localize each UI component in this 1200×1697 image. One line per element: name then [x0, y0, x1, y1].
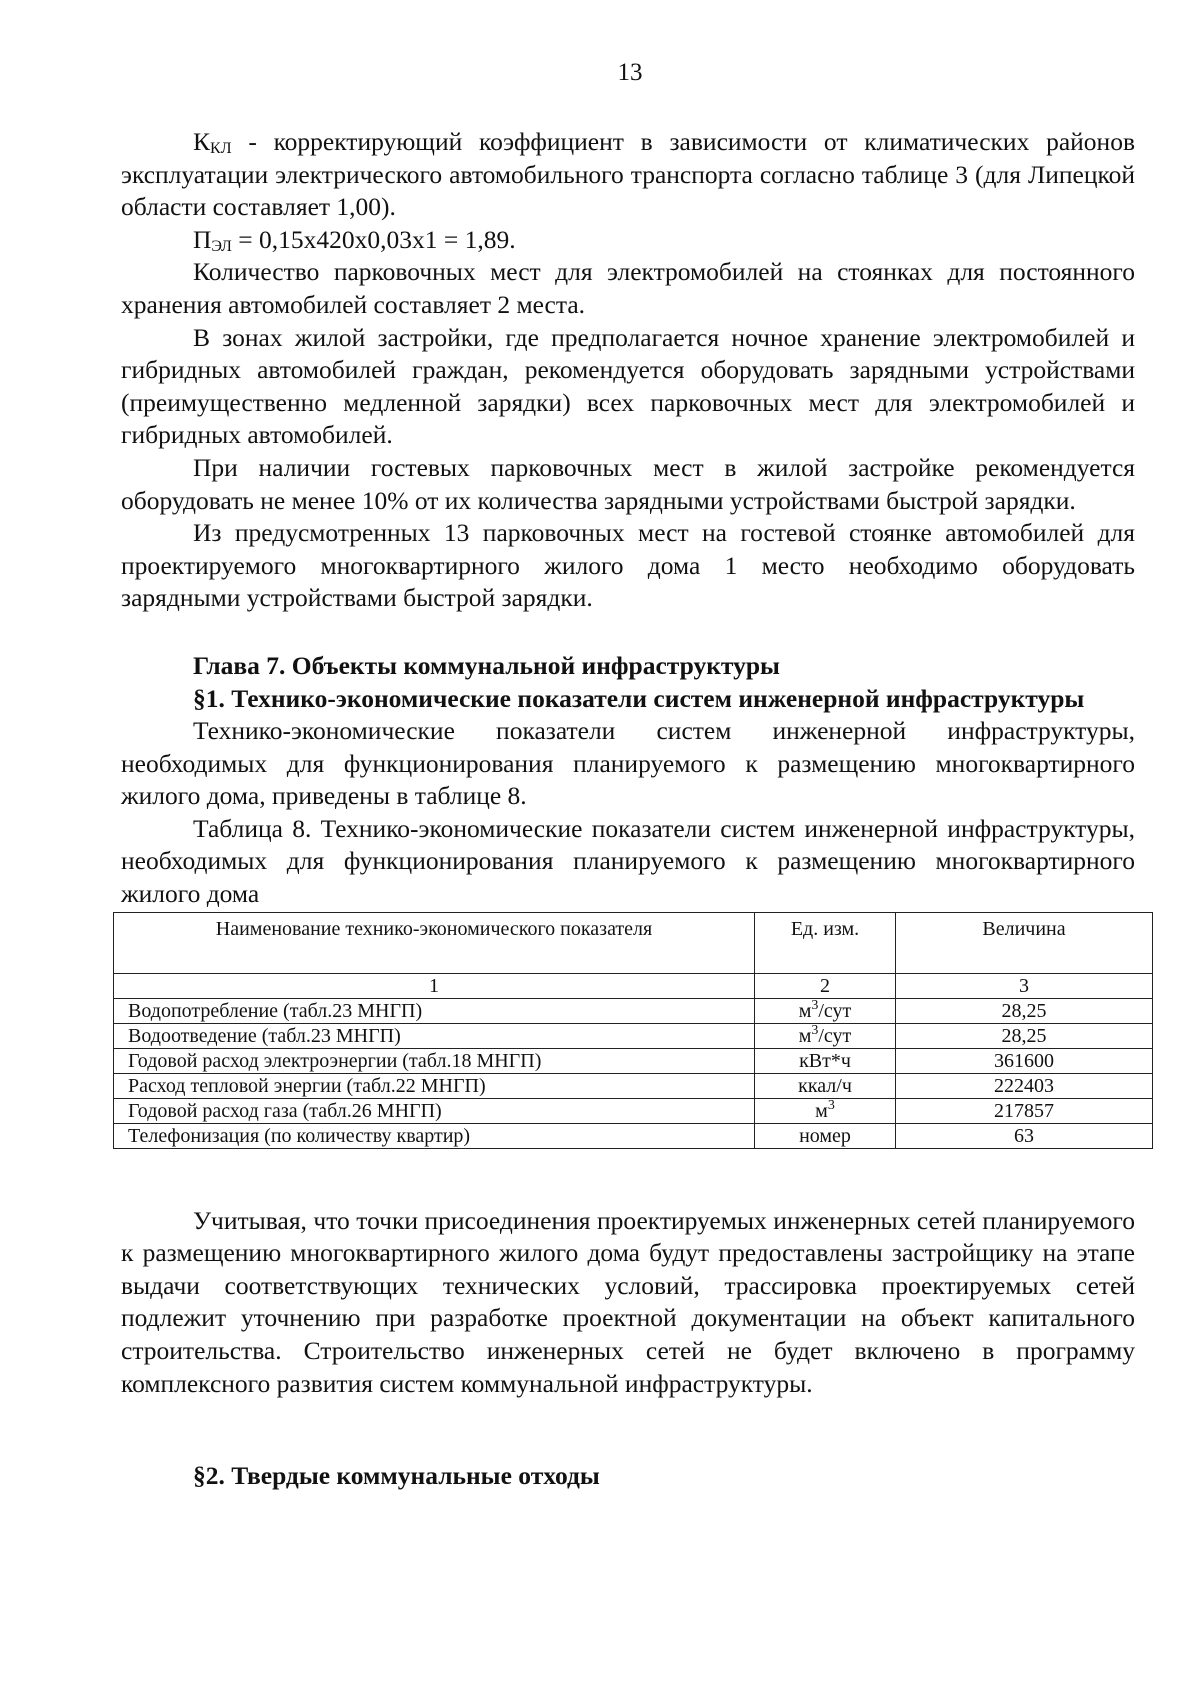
row-value: 28,25 — [896, 998, 1153, 1023]
table-row — [114, 1098, 1153, 1123]
row-unit: $м^3$ — [755, 1098, 896, 1123]
chapter-title: Глава 7. Объекты коммунальной инфраструктуры — [193, 650, 780, 680]
row-unit: $м^3$/сут — [755, 1023, 896, 1048]
header-value: Величина — [896, 912, 1153, 973]
table-row — [114, 1048, 1153, 1073]
paragraph-guest-parking: При наличии гостевых парковочных мест в жилой застройке рекомендуется оборудовать не менее 10% от их количества зарядными устройствами быстрой зарядки. — [121, 452, 1135, 515]
page-content — [121, 126, 1135, 1493]
row-value: 28,25 — [896, 1023, 1153, 1048]
table-row — [114, 1073, 1153, 1098]
row-value: 217857 — [896, 1098, 1153, 1123]
formula-subscript: ЭЛ — [211, 237, 232, 255]
row-name: Годовой расход электроэнергии (табл.18 МНГП) — [114, 1048, 755, 1073]
coef-subscript: КЛ — [210, 140, 232, 157]
row-name: Водопотребление (табл.23 МНГП) — [114, 998, 755, 1023]
index-cell: 3 — [896, 973, 1153, 998]
indicators-table — [113, 912, 1153, 1149]
coef-text: - корректирующий коэффициент в зависимости от климатических районов эксплуатации электрического автомобильного транспорта согласно таблице 3 (для Липецкой области составляет 1,00). — [121, 127, 1135, 222]
formula-text: = 0,15х420х0,03х1 = 1,89. — [231, 224, 516, 254]
row-value: 222403 — [896, 1073, 1153, 1098]
row-unit: $м^3$/сут — [755, 998, 896, 1023]
formula-symbol: П — [193, 224, 212, 254]
paragraph-fast-charging: Из предусмотренных 13 парковочных мест на гостевой стоянке автомобилей для проектируемого многоквартирного жилого дома 1 место необходимо оборудовать зарядными устройствами быстрой зарядки. — [121, 518, 1135, 613]
row-name: Телефонизация (по количеству квартир) — [114, 1123, 755, 1148]
section-1-intro: Технико-экономические показатели систем инженерной инфраструктуры, необходимых для функционирования планируемого к размещению многоквартирного жилого дома, приведены в таблице 8. — [121, 716, 1135, 811]
table-row — [114, 1023, 1153, 1048]
row-name: Водоотведение (табл.23 МНГП) — [114, 1023, 755, 1048]
table-index-row — [114, 973, 1153, 998]
index-cell: 2 — [755, 973, 896, 998]
row-unit: номер — [755, 1123, 896, 1148]
table-row — [114, 998, 1153, 1023]
coefficient-paragraph — [121, 126, 1135, 224]
section-2-title: §2. Твердые коммунальные отходы — [193, 1461, 600, 1491]
formula-paragraph — [121, 224, 1135, 257]
paragraph-residential-zones: В зонах жилой застройки, где предполагается ночное хранение электромобилей и гибридных автомобилей граждан, рекомендуется оборудовать зарядными устройствами (преимущественно медленной зарядки) всех парковочных мест для электромобилей и гибридных автомобилей. — [121, 322, 1135, 450]
paragraph-parking-count: Количество парковочных мест для электромобилей на стоянках для постоянного хранения автомобилей составляет 2 места. — [121, 257, 1135, 319]
row-value: 361600 — [896, 1048, 1153, 1073]
row-unit: ккал/ч — [755, 1073, 896, 1098]
section-1-title: §1. Технико-экономические показатели систем инженерной инфраструктуры — [193, 683, 1085, 713]
row-unit: кВт*ч — [755, 1048, 896, 1073]
header-indicator-name: Наименование технико-экономического показателя — [114, 912, 755, 973]
row-name: Годовой расход газа (табл.26 МНГП) — [114, 1098, 755, 1123]
index-cell: 1 — [114, 973, 755, 998]
table-caption: Таблица 8. Технико-экономические показатели систем инженерной инфраструктуры, необходимых для функционирования планируемого к размещению многоквартирного жилого дома — [121, 813, 1135, 909]
coef-symbol: К — [193, 127, 211, 156]
row-value: 63 — [896, 1123, 1153, 1148]
closing-paragraph: Учитывая, что точки присоединения проектируемых инженерных сетей планируемого к размещению многоквартирного жилого дома будут предоставлены застройщику на этапе выдачи соответствующих технических условий, трассировка проектируемых сетей подлежит уточнению при разработке проектной документации на объект капитального строительства. Строительство инженерных сетей не будет включено в программу комплексного развития систем коммунальной инфраструктуры. — [121, 1205, 1135, 1398]
row-name: Расход тепловой энергии (табл.22 МНГП) — [114, 1073, 755, 1098]
page-number: 13 — [617, 59, 643, 86]
table-row — [114, 1123, 1153, 1148]
table-header-row — [114, 912, 1153, 973]
header-unit: Ед. изм. — [755, 912, 896, 973]
